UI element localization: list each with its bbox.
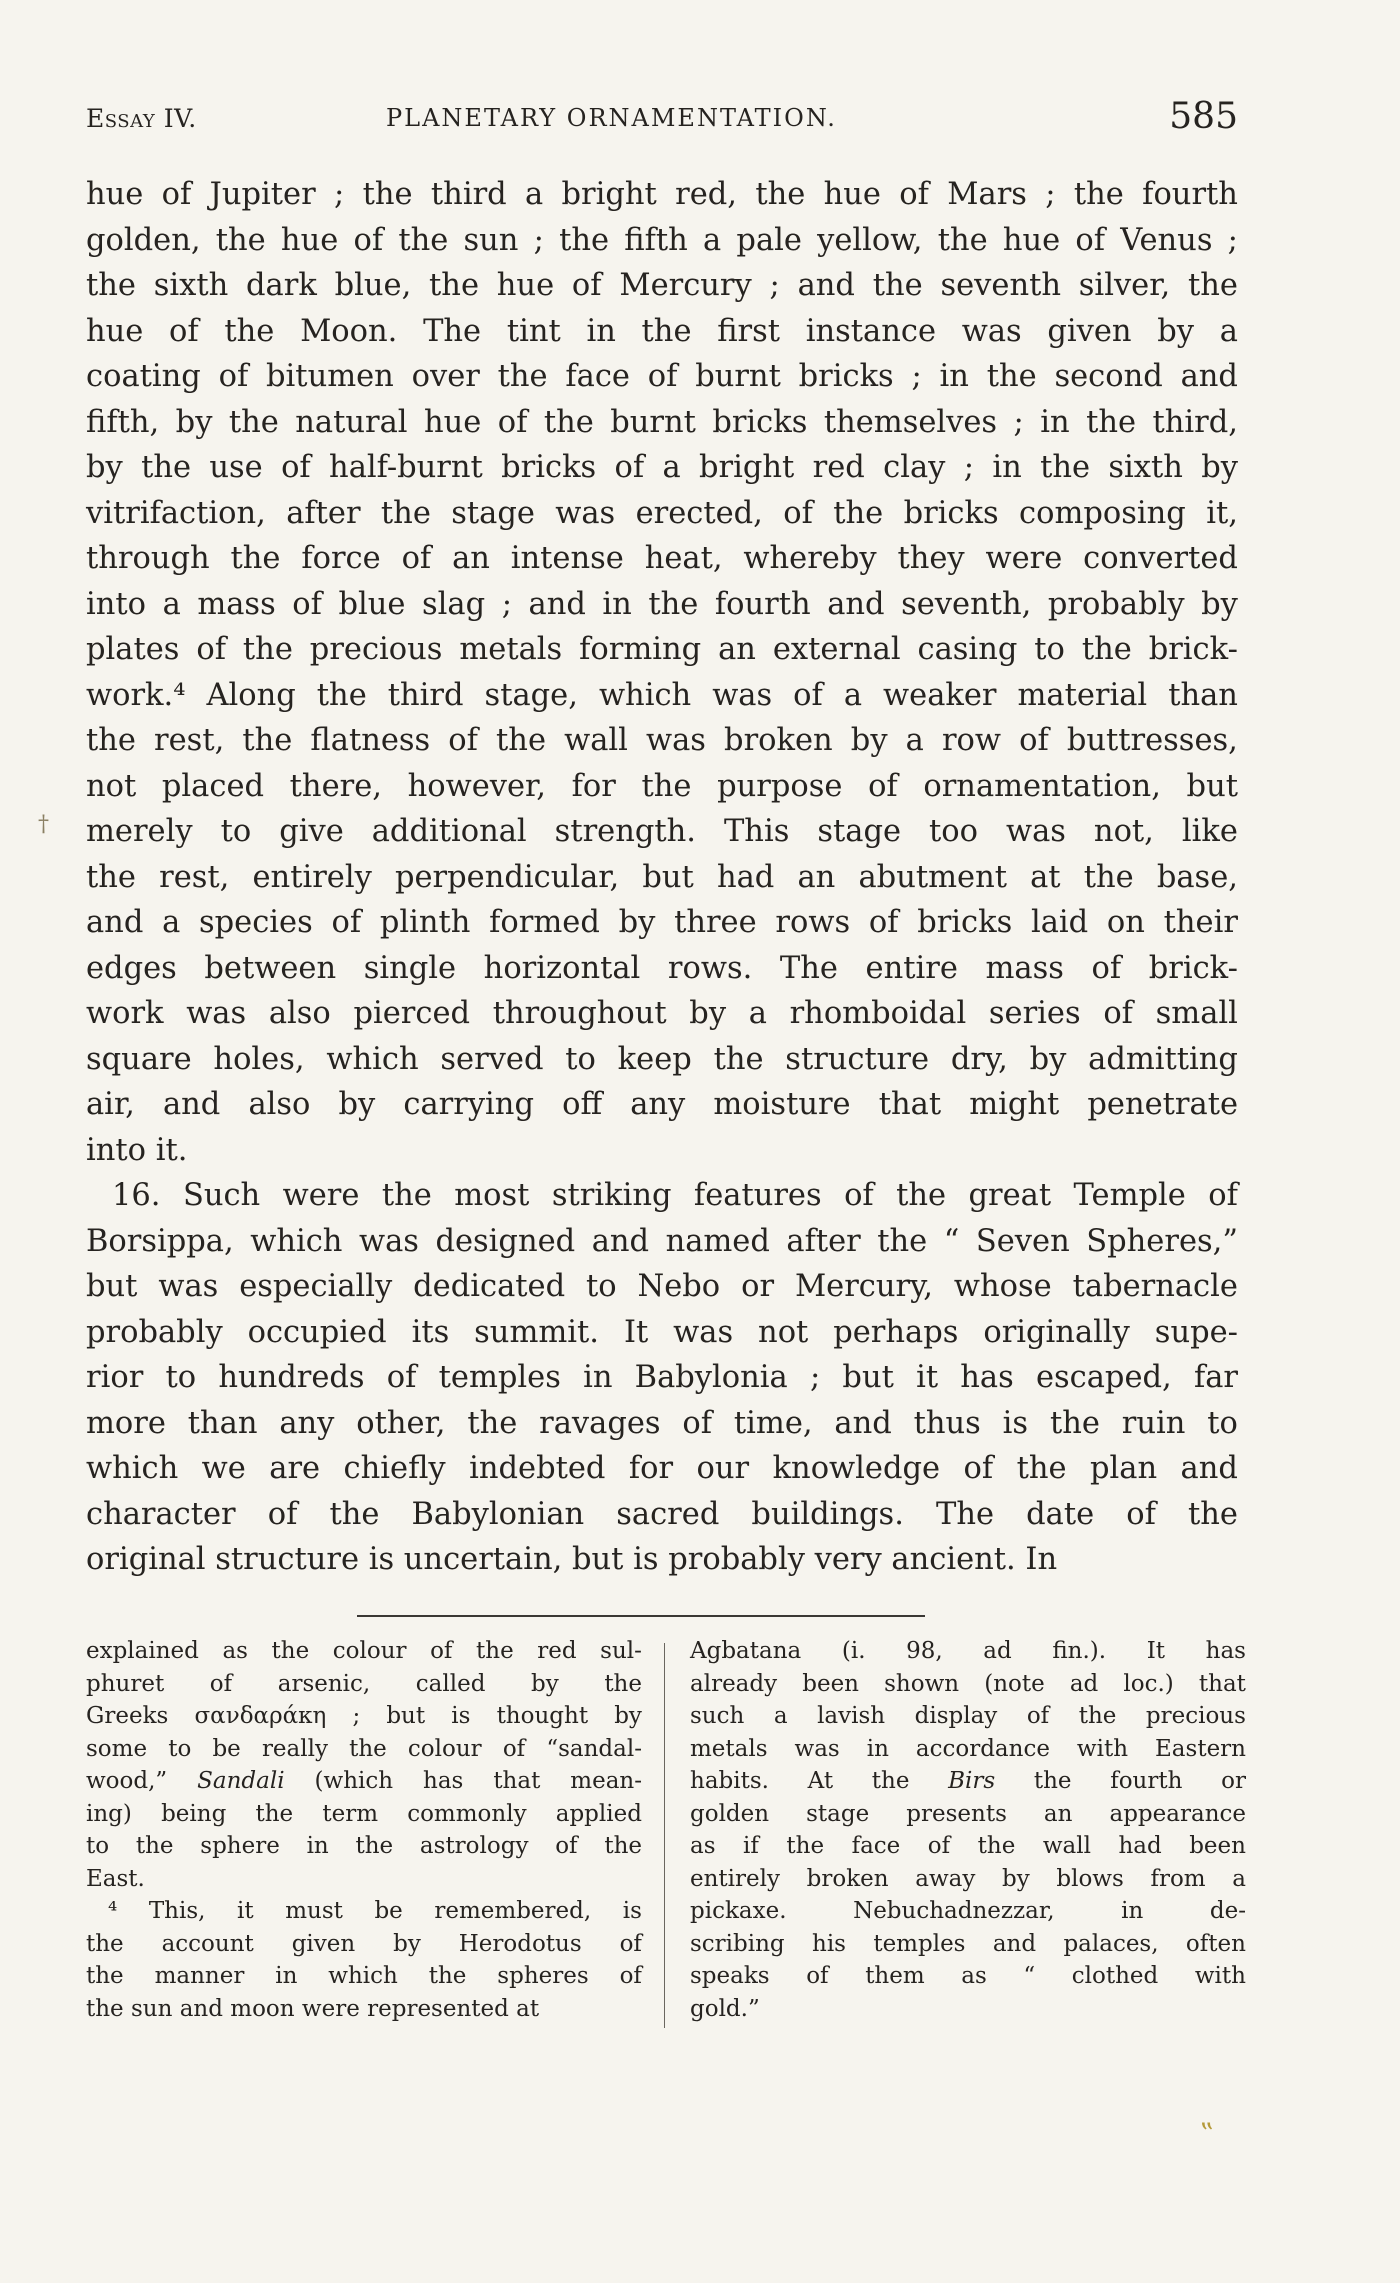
text-line: probably occupied its summit. It was not perhaps originally supe-	[86, 1314, 1238, 1350]
text-line: edges between single horizontal rows. The entire mass of brick-	[86, 950, 1238, 986]
footnote-line: habits. At the Birs the fourth or	[690, 1768, 1246, 1794]
text-line: by the use of half-burnt bricks of a bright red clay ; in the sixth by	[86, 450, 1238, 485]
footnote-line: speaks of them as “ clothed with	[690, 1963, 1246, 1989]
text-line: rior to hundreds of temples in Babylonia ; but it has escaped, far	[86, 1360, 1238, 1395]
text-line: not placed there, however, for the purpose of ornamentation, but	[86, 768, 1238, 804]
footnote-line: gold.”	[690, 1995, 760, 2022]
text-line: work.⁴ Along the third stage, which was of a weaker material than	[86, 677, 1238, 713]
footnotes-right-column	[690, 1635, 1246, 2025]
running-title: PLANETARY ORNAMENTATION.	[386, 104, 837, 132]
footnote-line: as if the face of the wall had been	[690, 1833, 1246, 1859]
footnote-line: phuret of arsenic, called by the	[86, 1670, 642, 1697]
text-line: character of the Babylonian sacred buildings. The date of the	[86, 1496, 1238, 1532]
text-line: the rest, the flatness of the wall was broken by a row of buttresses,	[86, 723, 1238, 758]
text-line: which we are chiefly indebted for our knowledge of the plan and	[86, 1451, 1238, 1486]
text-line: vitrifaction, after the stage was erected, of the bricks composing it,	[86, 495, 1238, 531]
text-line: into it.	[86, 1132, 188, 1168]
margin-mark: †	[38, 812, 49, 837]
footnote-line: wood,” Sandali (which has that mean-	[86, 1768, 642, 1794]
main-text	[86, 172, 1238, 1583]
text-line: Borsippa, which was designed and named after the “ Seven Spheres,”	[86, 1223, 1238, 1259]
footnote-line: entirely broken away by blows from a	[690, 1865, 1246, 1892]
footnote-line: East.	[86, 1865, 145, 1892]
footnote-line: Agbatana (i. 98, ad fin.). It has	[690, 1638, 1246, 1664]
text-line: hue of Jupiter ; the third a bright red, the hue of Mars ; the fourth	[86, 177, 1238, 212]
footnote-line: already been shown (note ad loc.) that	[690, 1670, 1246, 1697]
footnote-line: the manner in which the spheres of	[86, 1963, 642, 1989]
footnote-line: such a lavish display of the precious	[690, 1703, 1246, 1729]
running-header	[86, 96, 1238, 144]
text-line: through the force of an intense heat, whereby they were converted	[86, 541, 1238, 576]
text-line: square holes, which served to keep the structure dry, by admitting	[86, 1041, 1238, 1077]
footnote-line: ⁴ This, it must be remembered, is	[108, 1898, 642, 1924]
text-line: original structure is uncertain, but is probably very ancient. In	[86, 1542, 1058, 1577]
footnote-rule	[357, 1615, 925, 1617]
footnote-line: to the sphere in the astrology of the	[86, 1833, 642, 1859]
footnote-line: Greeks σανδαράκη ; but is thought by	[86, 1703, 642, 1729]
text-line: merely to give additional strength. This stage too was not, like	[86, 814, 1238, 849]
text-line: the sixth dark blue, the hue of Mercury ; and the seventh silver, the	[86, 268, 1238, 303]
footnote-line: the sun and moon were represented at	[86, 1995, 540, 2022]
text-line: coating of bitumen over the face of burnt bricks ; in the second and	[86, 359, 1238, 394]
footnote-line: some to be really the colour of “sandal-	[86, 1735, 642, 1762]
page-number: 585	[1169, 96, 1238, 137]
text-line: hue of the Moon. The tint in the first instance was given by a	[86, 313, 1238, 349]
text-line: 16. Such were the most striking features of the great Temple of	[112, 1178, 1238, 1213]
footnote-line: pickaxe. Nebuchadnezzar, in de-	[690, 1898, 1246, 1924]
text-line: and a species of plinth formed by three rows of bricks laid on their	[86, 905, 1238, 940]
footnotes-left-column	[86, 1635, 642, 2025]
text-line: more than any other, the ravages of time, and thus is the ruin to	[86, 1405, 1238, 1441]
footnote-line: scribing his temples and palaces, often	[690, 1930, 1246, 1957]
essay-label: Essay IV.	[86, 104, 197, 133]
text-line: work was also pierced throughout by a rhomboidal series of small	[86, 996, 1238, 1031]
text-line: golden, the hue of the sun ; the fifth a pale yellow, the hue of Venus ;	[86, 222, 1238, 258]
footnote-column-divider	[664, 1643, 665, 2028]
footnote-line: explained as the colour of the red sul-	[86, 1638, 642, 1664]
text-line: but was especially dedicated to Nebo or Mercury, whose tabernacle	[86, 1269, 1238, 1304]
footnote-line: golden stage presents an appearance	[690, 1800, 1246, 1827]
footnote-line: the account given by Herodotus of	[86, 1930, 642, 1957]
footnote-line: metals was in accordance with Eastern	[690, 1735, 1246, 1762]
text-line: into a mass of blue slag ; and in the fourth and seventh, probably by	[86, 586, 1238, 622]
text-line: the rest, entirely perpendicular, but had an abutment at the base,	[86, 859, 1238, 895]
text-line: plates of the precious metals forming an external casing to the brick-	[86, 632, 1238, 667]
text-line: fifth, by the natural hue of the burnt bricks themselves ; in the third,	[86, 404, 1238, 440]
ink-spot: ‟	[1200, 2117, 1215, 2150]
text-line: air, and also by carrying off any moisture that might penetrate	[86, 1087, 1238, 1122]
footnote-line: ing) being the term commonly applied	[86, 1800, 642, 1827]
